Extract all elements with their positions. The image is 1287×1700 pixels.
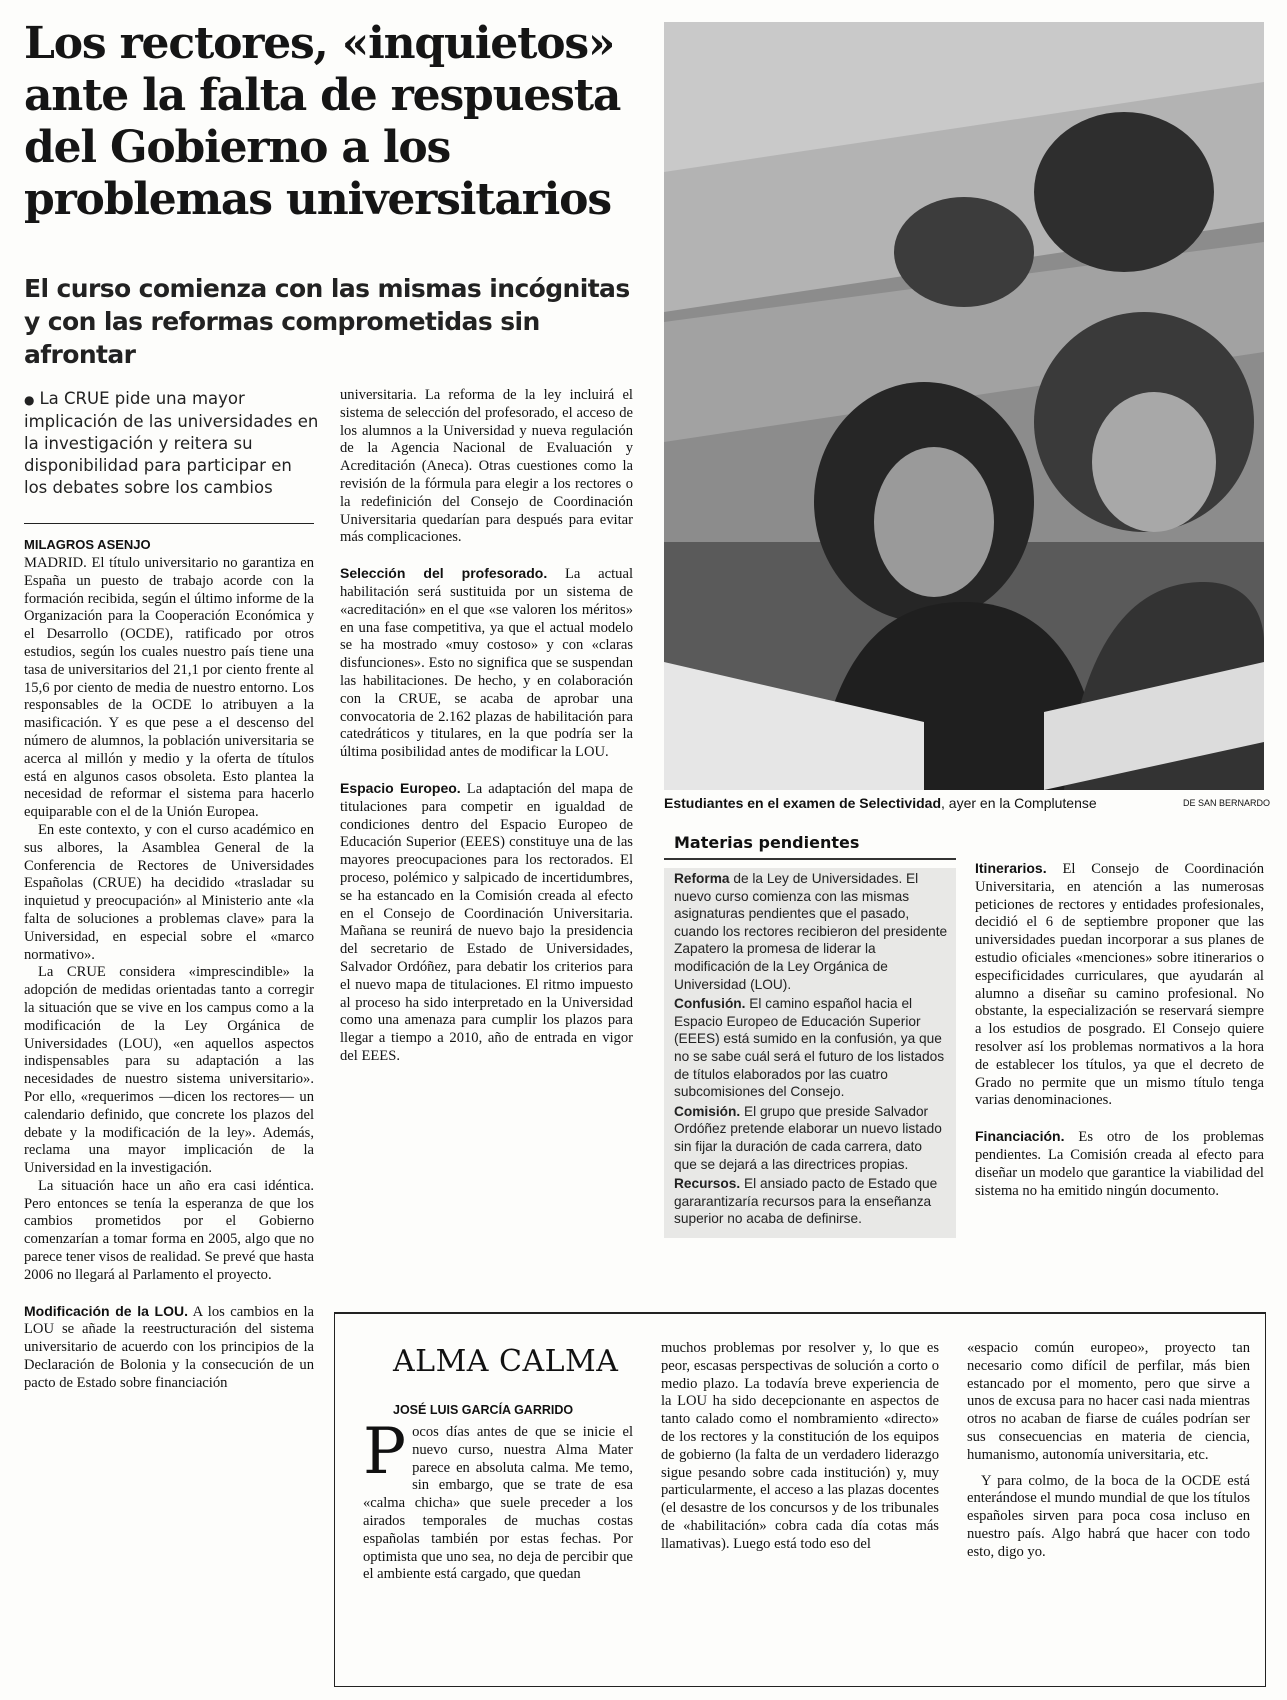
- section-lead: Selección del profesorado.: [340, 565, 548, 582]
- article-paragraph: [340, 780, 633, 1066]
- opinion-column-3: [967, 1340, 1250, 1562]
- opinion-author: JOSÉ LUIS GARCÍA GARRIDO: [393, 1403, 574, 1417]
- photo-caption: [664, 795, 1264, 811]
- section-lead: Espacio Europeo.: [340, 779, 461, 796]
- sidebar-item-lead: Reforma: [674, 871, 730, 886]
- article-paragraph: [340, 565, 633, 762]
- opinion-text: ocos días antes de que se inicie el nuevo curso, nuestra Alma Mater parece en absoluta calma. Me temo, sin embargo, que se trate de esa «calma chicha» que suele preceder a los airados temporales de muchas costas españolas también por estas fechas. Por optimista que uno sea, no deja de percibir que el ambiente está cargado, que quedan: [363, 1424, 633, 1583]
- sidebar-item-text: El grupo que preside Salvador Ordóñez pretende elaborar un nuevo listado sin fijar la duración de cada carrera, dato que se dejará a las directrices propias.: [674, 1103, 942, 1172]
- opinion-paragraph: Y para colmo, de la boca de la OCDE está enterándose el mundo mundial de que los títulos españoles sirven para poca cosa incluso en nuestro país. Algo habrá que hacer con todo esto, digo yo.: [967, 1472, 1250, 1560]
- sidebar-item: [674, 870, 948, 993]
- news-photo: [664, 22, 1264, 790]
- opinion-box: [334, 1312, 1266, 1687]
- article-column-2: [340, 387, 633, 1066]
- opinion-paragraph: [363, 1415, 633, 1584]
- section-text: El Consejo de Coordinación Universitaria, en atención a las numerosas peticiones de rectores y entidades profesionales, decidió el 6 de septiembre proponer que las universidades puedan incorporar a sus planes de estudio oficiales «menciones» sobre itinerarios o especificidades curriculares, que ayudarán al alumno a diseñar su camino profesional. No obstante, la especialización se reservará siempre a los estudios de posgrado. El Consejo quiere resolver así los problemas normativos a la hora de establecer los títulos, ya que el decreto de Grado no permite que un mismo título tenga varias denominaciones.: [975, 861, 1264, 1109]
- section-text: La actual habilitación será sustituida por un sistema de «acreditación» en el que «se valoren los méritos» en una fase competitiva, ya que el actual modelo se ha mostrado «muy costoso» y con «claras disfunciones». Esto no significa que se suspendan las habilitaciones. De hecho, y en colaboración con la CRUE, se acaba de aprobar una convocatoria de 2.162 plazas de habilitación para catedráticos y titulares, en la que podría ser la última posibilidad antes de modificar la LOU.: [340, 566, 633, 761]
- article-paragraph: La CRUE considera «imprescindible» la adopción de medidas orientadas tanto a corregir la situación que se vive en los campus como a la modificación de la Ley Orgánica de Universidades (LOU), «en aquellos aspectos indispensables para su adaptación a las necesidades de nuestro sistema universitario». Por ello, «requerimos —dicen los rectores— un calendario definido, que concrete los plazos del debate y la modificación de la ley». Además, reclama una mayor implicación de la Universidad en la investigación.: [24, 964, 314, 1177]
- sidebar-item-text: El camino español hacia el Espacio Europeo de Educación Superior (EEES) está sumido en la confusión, ya que no se sabe cuál será el futuro de los listados de títulos elaborados por las cuatro subcomisiones del Consejo.: [674, 996, 945, 1100]
- article-paragraph: En este contexto, y con el curso académico en sus albores, la Asamblea General de la Conferencia de Rectores de Universidades Españolas (CRUE) ha decidido «trasladar su inquietud y preocupación» al Ministerio ante «la falta de soluciones a problemas clave» para la Universidad, en especial sobre el «marco normativo».: [24, 821, 314, 963]
- summary-text: La CRUE pide una mayor implicación de las universidades en la investigación y reitera su disponibilidad para participar en los debates sobre los cambios: [24, 389, 319, 497]
- section-lead: Financiación.: [975, 1128, 1065, 1145]
- sidebar-item-lead: Confusión.: [674, 996, 746, 1012]
- article-paragraph: La situación hace un año era casi idéntica. Pero entonces se tenía la esperanza de que los cambios prometidos por el Gobierno comenzarían a tomar forma en 2005, algo que no parece tener visos de realidad. Se prevé que hasta 2006 no llegará al Parlamento el proyecto.: [24, 1177, 314, 1283]
- section-text: A los cambios en la LOU se añade la reestructuración del sistema universitario de acuerdo con los principios de la Declaración de Bolonia y la consecución de un pacto de Estado sobre financiación: [24, 1303, 314, 1391]
- byline-rule: [24, 523, 314, 524]
- opinion-paragraph: muchos problemas por resolver y, lo que es peor, escasas perspectivas de solución a corto o medio plazo. La todavía breve experiencia de la LOU ha sido decepcionante en aspectos de tanto calado como el nombramiento «directo» de los rectores y la constitución de los equipos de gobierno (la falta de un verdadero liderazgo sigue pesando sobre cada institución) y, muy particularmente, el acceso a las plazas docentes (el desastre de los concursos y de los tribunales de «habilitación» cobra cada día cotas más llamativas). Luego está todo eso del: [661, 1340, 939, 1552]
- sidebar-item: [674, 1175, 948, 1228]
- sidebar-item: [674, 1103, 948, 1173]
- sidebar-body: [664, 868, 956, 1238]
- bullet-icon: ●: [24, 393, 35, 407]
- article-column-1: [24, 555, 314, 1393]
- sidebar-item-text: de la Ley de Universidades. El nuevo curso comienza con las mismas asignaturas pendientes que el pasado, cuando los rectores recibieron del presidente Zapatero la promesa de liderar la modificación de la Ley Orgánica de Universidad (LOU).: [674, 871, 948, 992]
- sidebar-item: [674, 995, 948, 1101]
- caption-rest: , ayer en la Complutense: [941, 795, 1097, 811]
- section-text: Es otro de los problemas pendientes. La Comisión creada al efecto para diseñar un modelo que garantice la viabilidad del sistema no ha emitido ningún documento.: [975, 1129, 1264, 1199]
- section-lead: Modificación de la LOU.: [24, 1302, 188, 1319]
- article-paragraph: [975, 860, 1264, 1110]
- sidebar-item-text: El ansiado pacto de Estado que gararantizaría recursos para la enseñanza superior no acaba de definirse.: [674, 1176, 938, 1227]
- headline: Los rectores, «inquietos» ante la falta de respuesta del Gobierno a los problemas universitarios: [24, 18, 621, 225]
- section-lead: Itinerarios.: [975, 860, 1047, 876]
- sidebar-title: Materias pendientes: [664, 829, 956, 860]
- article-paragraph: MADRID. El título universitario no garantiza en España un puesto de trabajo acorde con la formación recibida, según el último informe de la Organización para la Cooperación Económica y el Desarrollo (OCDE), ratificado por otros estudios, según los cuales nuestro país tiene una tasa de universitarios del 21,1 por ciento frente al 15,6 por ciento de media de nuestro entorno. Los responsables de la OCDE lo atribuyen a la masificación. Y es que pese a el descenso del número de alumnos, la población universitaria se acerca al millón y medio y la oferta de títulos está en algunos casos obsoleta. Esto plantea la necesidad de reformar el sistema para hacerlo equiparable con el de la Unión Europea.: [24, 555, 314, 821]
- article-column-4: [975, 860, 1264, 1200]
- opinion-title: ALMA CALMA: [393, 1344, 619, 1379]
- article-paragraph: [24, 1303, 314, 1393]
- section-text: La adaptación del mapa de titulaciones para competir en igualdad de condiciones dentro del Espacio Europeo de Educación Superior (EEES) constituye una de las mayores preocupaciones para los rectorados. El proceso, polémico y salpicado de incertidumbres, se ha estancado en la Comisión creada al efecto en el Consejo de Coordinación Universitaria. Mañana se reunirá de nuevo bajo la presidencia del secretario de Estado de Universidades, Salvador Ordóñez, para debatir los criterios para el nuevo mapa de titulaciones. El ritmo impuesto al proceso ha sido interpretado en la Universidad como una amenaza para cumplir los plazos para llegar a tiempo a 2010, año de entrada en vigor del EEES.: [340, 780, 634, 1064]
- photo-credit: DE SAN BERNARDO: [1183, 798, 1271, 808]
- caption-bold: Estudiantes en el examen de Selectividad: [664, 795, 941, 811]
- sidebar-item-lead: Comisión.: [674, 1103, 741, 1119]
- summary: [24, 388, 319, 499]
- subtitle: El curso comienza con las mismas incógnitas y con las reformas comprometidas sin afrontar: [24, 274, 630, 369]
- opinion-column-1: [363, 1415, 633, 1584]
- opinion-paragraph: «espacio común europeo», proyecto tan necesario como difícil de perfilar, más bien estancado por el momento, pero que sirve a unos de excusa para no hacer casi nada mientras otros no acaban de fiarse de cuáles podrían ser sus consecuencias en materia de ciencia, humanismo, autonomía universitaria, etc.: [967, 1340, 1250, 1463]
- article-paragraph: [975, 1128, 1264, 1200]
- opinion-column-2: [661, 1340, 939, 1554]
- photo-illustration: [664, 22, 1264, 790]
- byline: MILAGROS ASENJO: [24, 537, 151, 552]
- sidebar-box: [664, 829, 956, 1290]
- drop-cap: P: [363, 1415, 407, 1489]
- article-paragraph: universitaria. La reforma de la ley incluirá el sistema de selección del profesorado, el acceso de los alumnos a la Universidad y nueva regulación de la Agencia Nacional de Evaluación y Acreditación (Aneca). Otras cuestiones como la revisión de la fórmula para elegir a los rectores o la redefinición del Consejo de Coordinación Universitaria quedarían para después para evitar más complicaciones.: [340, 387, 633, 546]
- sidebar-item-lead: Recursos.: [674, 1176, 741, 1192]
